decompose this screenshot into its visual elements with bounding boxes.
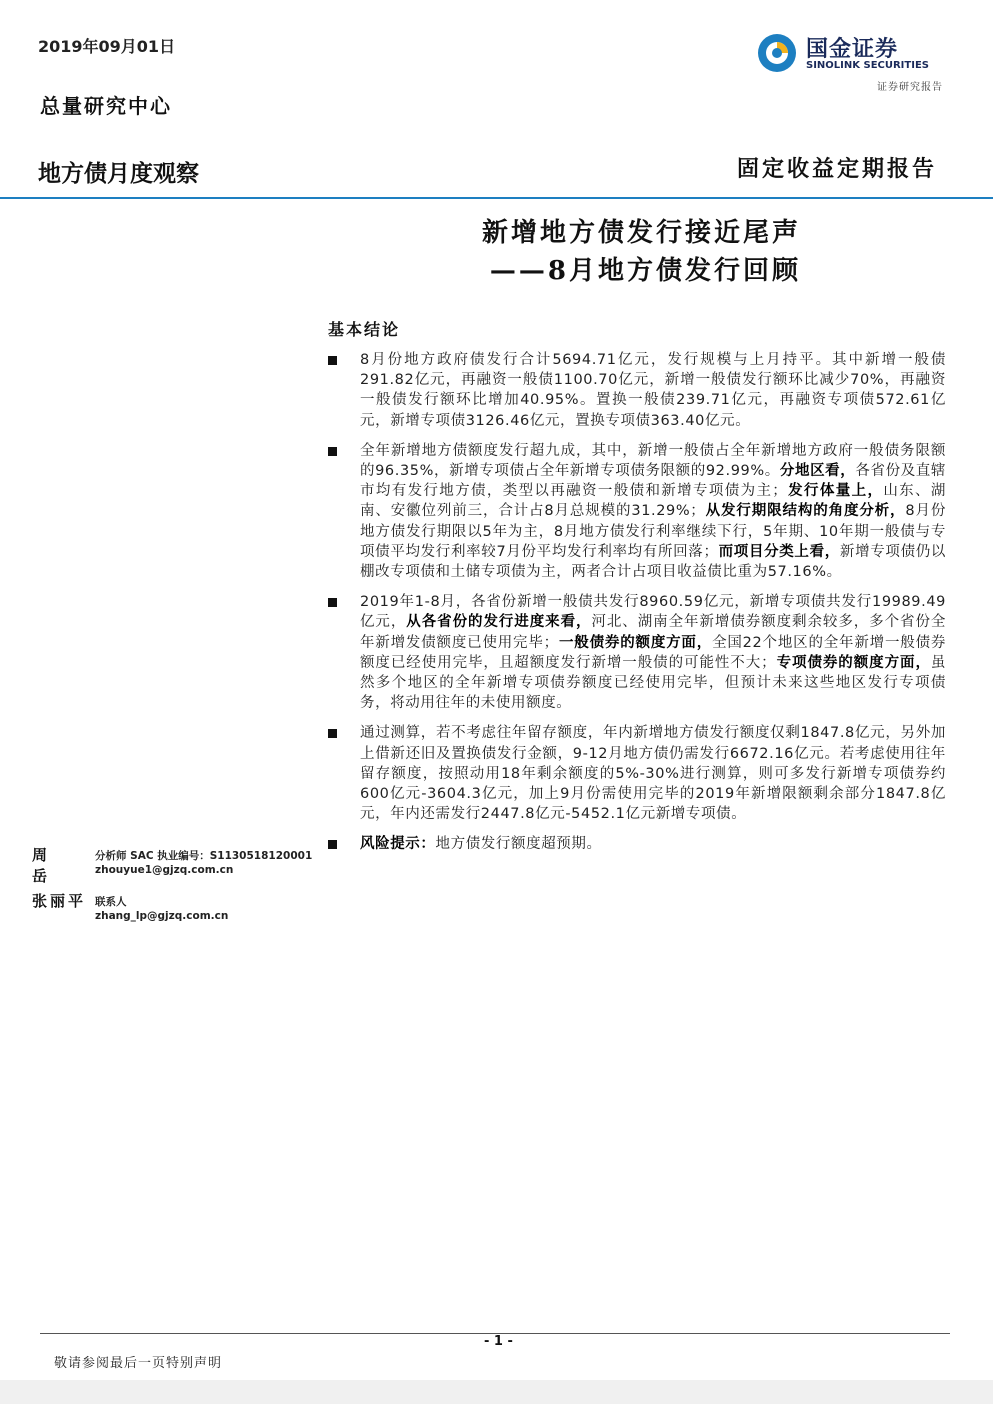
bullet-square-icon <box>328 729 337 738</box>
bullet-emphasis: 一般债券的额度方面， <box>558 634 713 651</box>
header-divider <box>0 197 993 199</box>
bullet-text <box>360 350 946 431</box>
bullet-emphasis: 专项债券的额度方面， <box>776 654 931 671</box>
company-logo <box>756 32 946 78</box>
logo-chinese-name: 国金证券 <box>806 37 899 62</box>
bullet-item <box>326 441 946 582</box>
bullet-segment: 新增专项债仍以棚改专项债和土储专项债为主，两者合计占项目收益债比重为57.16%。 <box>360 543 946 581</box>
bullet-segment: 2019年1-8月，各省份新增一般债共发行8960.59亿元，新增专项债共发行19989.49亿元， <box>360 594 946 631</box>
report-type: 固定收益定期报告 <box>736 156 937 182</box>
bullet-text <box>360 592 946 713</box>
report-date: 2019年09月01日 <box>38 37 176 56</box>
footer-band <box>0 1380 993 1404</box>
author-role: 联系人 <box>95 896 127 908</box>
bullet-square-icon <box>328 840 337 849</box>
report-subtitle: ——8月地方债发行回顾 <box>489 256 801 286</box>
bullet-square-icon <box>328 447 337 456</box>
page-number: - 1 - <box>484 1334 513 1349</box>
bullet-segment: 虽然多个地区的全年新增专项债券额度已经使用完毕，但预计未来这些地区发行专项债务，将动用往年的未使用额度。 <box>360 654 946 712</box>
report-title: 新增地方债发行接近尾声 <box>481 218 801 248</box>
conclusion-list <box>326 350 946 865</box>
logo-english-name: SINOLINK SECURITIES <box>806 60 929 71</box>
research-center: 总量研究中心 <box>40 94 172 118</box>
bullet-segment: 全年新增地方债额度发行超九成，其中，新增一般债占全年新增地方政府一般债务限额的96.35%，新增专项债占全年新增专项债务限额的92.99%。 <box>360 442 946 480</box>
bullet-emphasis: 从发行期限结构的角度分析， <box>705 503 906 520</box>
bullet-segment: 通过测算，若不考虑往年留存额度，年内新增地方债发行额度仅剩1847.8亿元，另外加上借新还旧及置换债发行金额，9-12月地方债仍需发行6672.16亿元。若考虑使用往年留存额度，按照动用18年剩余额度的5%-30%进行测算，则可多发行新增专项债券约600亿元-3604.3亿元，加上9月份需使用完毕的2019年新增限额剩余部分1847.8亿元，年内还需发行2447.8亿元-5452.1亿元新增专项债。 <box>360 725 946 823</box>
bullet-segment: 各省份及直辖市均有发行地方债，类型以再融资一般债和新增专项债为主； <box>360 463 947 500</box>
bullet-segment: 地方债发行额度超预期。 <box>435 836 602 853</box>
bullet-text <box>360 723 946 824</box>
report-category: 证券研究报告 <box>877 82 943 93</box>
bullet-segment: 8月份地方债发行期限以5年为主，8月地方债发行利率继续下行，5年期、10年期一般债与专项债平均发行利率较7月份平均发行利率均有所回落； <box>360 503 946 560</box>
bullet-text <box>360 441 946 582</box>
bullet-square-icon <box>328 598 337 607</box>
bullet-segment: 全国22个地区的全年新增一般债券额度已经使用完毕，且超额度发行新增一般债的可能性不大； <box>360 634 946 671</box>
section-heading: 基本结论 <box>328 320 401 339</box>
bullet-item <box>326 350 946 431</box>
bullet-item <box>326 592 946 713</box>
bullet-segment: 8月份地方政府债发行合计5694.71亿元，发行规模与上月持平。其中新增一般债291.82亿元，再融资一般债1100.70亿元，新增一般债发行额环比减少70%，再融资一般债发行额环比增加40.95%。置换一般债239.71亿元，再融资专项债572.61亿元，新增专项债3126.46亿元，置换专项债363.40亿元。 <box>360 352 946 429</box>
bullet-emphasis: 从各省份的发行进度来看， <box>406 614 592 631</box>
logo-mark-icon <box>756 32 798 74</box>
author-name: 周岳 <box>32 846 51 885</box>
disclaimer-note: 敬请参阅最后一页特别声明 <box>54 1356 223 1371</box>
bullet-segment: 河北、湖南全年新增债券额度剩余较多，多个省份全年新增发债额度已使用完毕； <box>360 614 946 651</box>
bullet-item <box>326 723 946 824</box>
bullet-segment: 山东、湖南、安徽位列前三，合计占8月总规模的31.29%； <box>360 483 946 520</box>
report-series: 地方债月度观察 <box>38 161 199 187</box>
bullet-text <box>360 834 946 854</box>
bullet-item <box>326 834 946 854</box>
author-name: 张丽平 <box>32 892 87 910</box>
author-email[interactable]: zhang_lp@gjzq.com.cn <box>95 910 229 922</box>
bullet-emphasis: 而项目分类上看， <box>718 543 840 560</box>
author-credential: 分析师 SAC 执业编号：S1130518120001 <box>95 850 313 862</box>
bullet-emphasis: 风险提示： <box>360 836 436 853</box>
bullet-square-icon <box>328 356 337 365</box>
bullet-emphasis: 发行体量上， <box>787 483 884 500</box>
author-email[interactable]: zhouyue1@gjzq.com.cn <box>95 864 234 876</box>
bullet-emphasis: 分地区看， <box>779 463 856 480</box>
